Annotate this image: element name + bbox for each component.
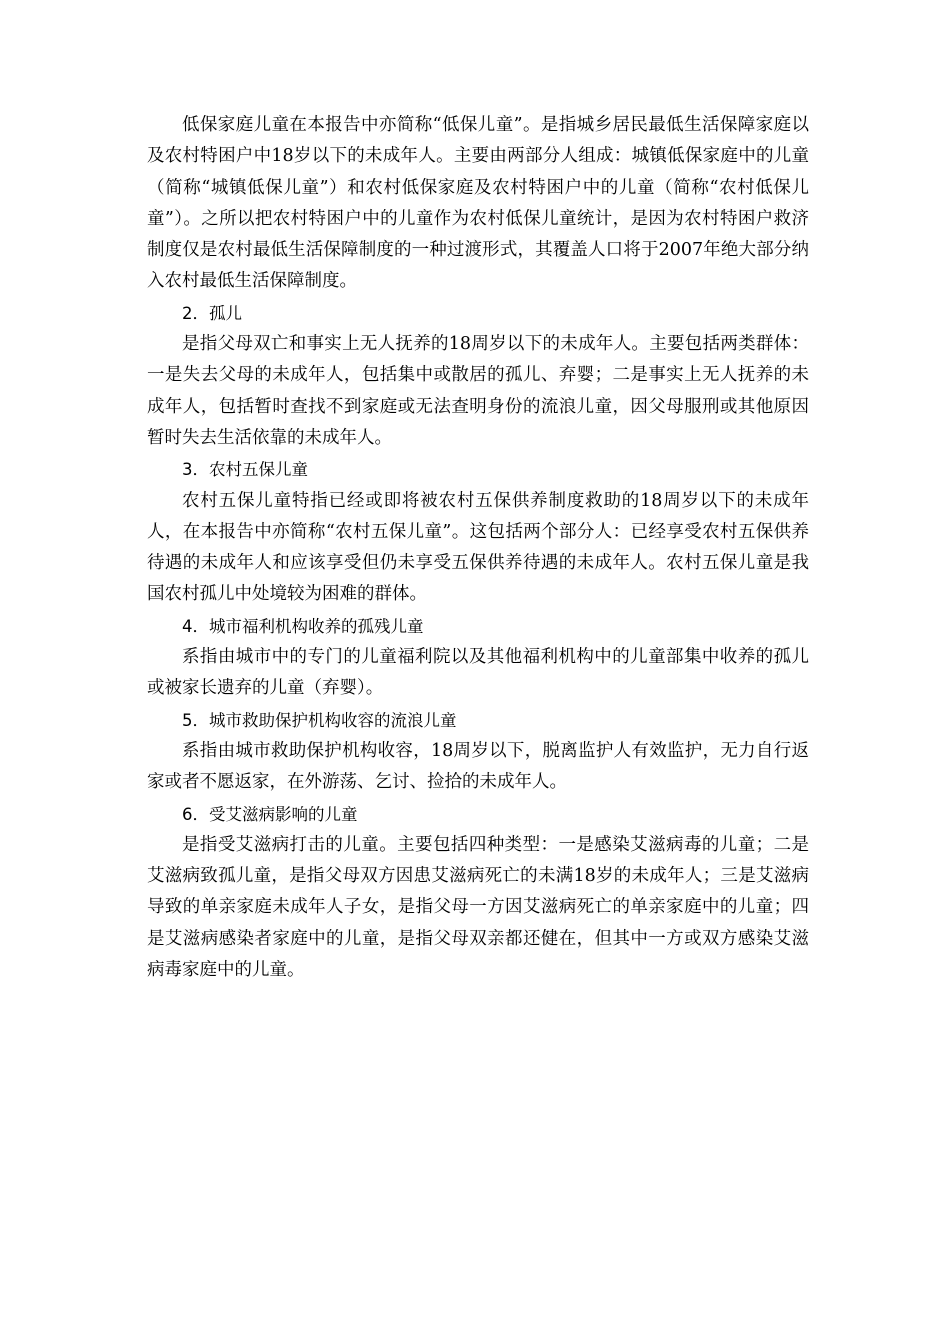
section-rural-wubao-children <box>147 454 809 610</box>
section-welfare-institution-children <box>147 611 809 705</box>
section-heading: 4．城市福利机构收养的孤残儿童 <box>182 616 424 636</box>
section-heading: 2．孤儿 <box>182 303 242 323</box>
section-heading: 5．城市救助保护机构收容的流浪儿童 <box>182 710 457 730</box>
section-aids-affected-children <box>147 799 809 987</box>
intro-paragraph: 低保家庭儿童在本报告中亦简称“低保儿童”。是指城乡居民最低生活保障家庭以及农村特困户中18岁以下的未成年人。主要由两部分人组成：城镇低保家庭中的儿童（简称“城镇低保儿童”）和农村低保家庭及农村特困户中的儿童（简称“农村低保儿童”）。之所以把农村特困户中的儿童作为农村低保儿童统计，是因为农村特困户救济制度仅是农村最低生活保障制度的一种过渡形式，其覆盖人口将于2007年绝大部分纳入农村最低生活保障制度。 <box>147 115 809 292</box>
section-paragraph: 农村五保儿童特指已经或即将被农村五保供养制度救助的18周岁以下的未成年人，在本报告中亦简称“农村五保儿童”。这包括两个部分人：已经享受农村五保供养待遇的未成年人和应该享受但仍未享受五保供养待遇的未成年人。农村五保儿童是我国农村孤儿中处境较为困难的群体。 <box>147 490 809 605</box>
section-street-children <box>147 705 809 799</box>
section-heading: 3．农村五保儿童 <box>182 460 308 480</box>
section-paragraph: 系指由城市救助保护机构收容，18周岁以下，脱离监护人有效监护，无力自行返家或者不愿返家，在外游荡、乞讨、捡拾的未成年人。 <box>147 740 809 793</box>
document-body <box>147 110 809 986</box>
section-paragraph: 是指父母双亡和事实上无人抚养的18周岁以下的未成年人。主要包括两类群体：一是失去父母的未成年人，包括集中或散居的孤儿、弃婴；二是事实上无人抚养的未成年人，包括暂时查找不到家庭或无法查明身份的流浪儿童，因父母服刑或其他原因暂时失去生活依靠的未成年人。 <box>147 334 809 448</box>
section-paragraph: 系指由城市中的专门的儿童福利院以及其他福利机构中的儿童部集中收养的孤儿或被家长遗弃的儿童（弃婴）。 <box>147 647 809 699</box>
section-heading: 6．受艾滋病影响的儿童 <box>182 804 358 824</box>
section-orphans <box>147 298 809 454</box>
section-paragraph: 是指受艾滋病打击的儿童。主要包括四种类型：一是感染艾滋病毒的儿童；二是艾滋病致孤儿童，是指父母双方因患艾滋病死亡的未满18岁的未成年人；三是艾滋病导致的单亲家庭未成年人子女，是指父母一方因艾滋病死亡的单亲家庭中的儿童；四是艾滋病感染者家庭中的儿童，是指父母双亲都还健在，但其中一方或双方感染艾滋病毒家庭中的儿童。 <box>147 834 809 981</box>
